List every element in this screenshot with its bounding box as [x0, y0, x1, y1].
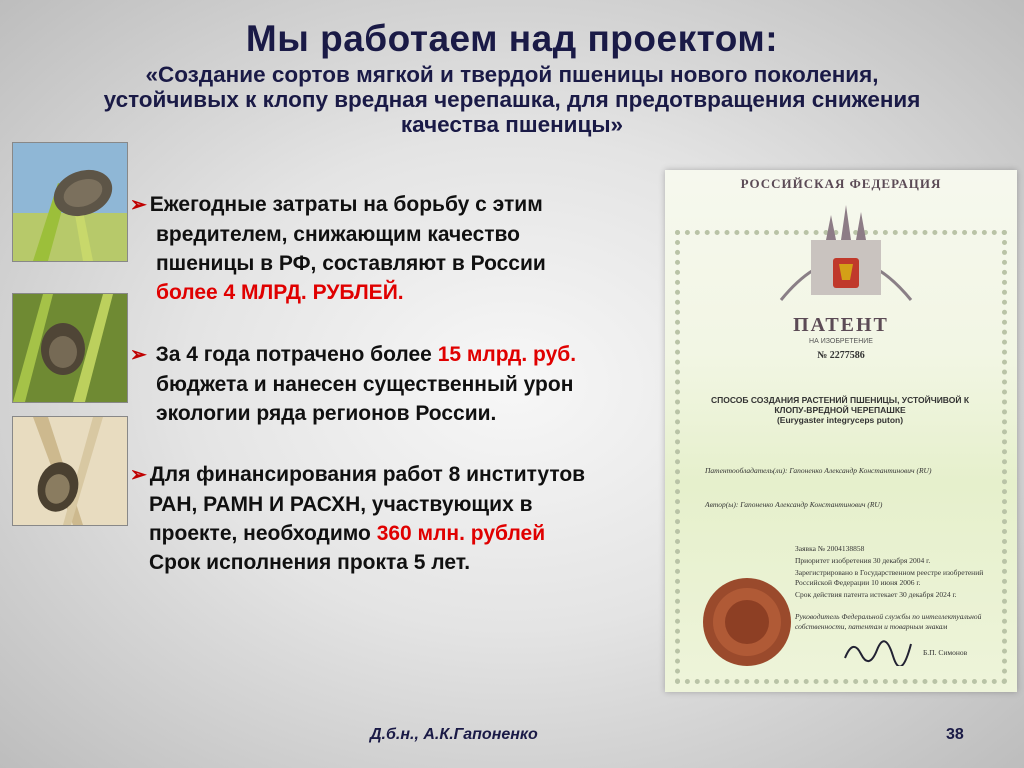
arrow-right-icon: ➢ — [130, 194, 147, 216]
patent-country: РОССИЙСКАЯ ФЕДЕРАЦИЯ — [740, 176, 942, 191]
bug-on-wheat-photo-2 — [12, 293, 128, 403]
patent-doc-type: ПАТЕНТ — [793, 314, 889, 336]
bug-on-wheat-photo-1 — [12, 142, 128, 262]
patent-priority: Приоритет изобретения 30 декабря 2004 г. — [795, 556, 931, 565]
bullet-funding — [130, 460, 690, 577]
patent-holder: Патентообладатель(ли): Гапоненко Александр Константинович (RU) — [705, 466, 932, 475]
bullet-highlight: 15 млрд. руб. — [437, 343, 577, 366]
bullet-text: пшеницы в РФ, составляют в России — [156, 252, 546, 275]
bullet-text: экологии ряда регионов России. — [156, 402, 497, 425]
bullet-text: Ежегодные затраты на борьбу с этим — [149, 193, 543, 216]
bullet-text: За 4 года потрачено более — [155, 343, 432, 366]
patent-application: Заявка № 2004138858 — [795, 544, 865, 553]
bullet-four-years — [130, 340, 690, 428]
patent-author: Автор(ы): Гапоненко Александр Константинович (RU) — [705, 500, 883, 509]
patent-latin-name: (Eurygaster integryceps puton) — [776, 415, 904, 425]
bullet-annual-costs — [130, 190, 670, 307]
slide-title: Мы работаем над проектом: — [245, 18, 779, 59]
patent-certificate-image — [665, 170, 1017, 692]
patent-number: № 2277586 — [817, 350, 865, 361]
patent-registered: Зарегистрировано в Государственном реестре изобретений Российской Федерации 10 июня 2006 г. — [795, 568, 984, 587]
bullet-text: проекте, необходимо — [149, 522, 371, 545]
signature-icon — [843, 634, 913, 666]
bullet-text: вредителем, снижающим качество — [156, 223, 521, 246]
kremlin-emblem-icon — [771, 200, 921, 320]
patent-title — [705, 395, 975, 425]
slide-subtitle: «Создание сортов мягкой и твердой пшеницы нового поколения, устойчивых к клопу вредная черепашка, для предотвращения снижения качества пшеницы» — [103, 62, 921, 137]
patent-signatory: Б.П. Симонов — [923, 648, 968, 657]
footer-author: Д.б.н., А.К.Гапоненко — [370, 726, 538, 743]
patent-expiry: Срок действия патента истекает 30 декабря 2024 г. — [795, 590, 957, 599]
patent-title-text: СПОСОБ СОЗДАНИЯ РАСТЕНИЙ ПШЕНИЦЫ, УСТОЙЧИВОЙ К КЛОПУ-ВРЕДНОЙ ЧЕРЕПАШКЕ — [710, 395, 970, 415]
bullet-highlight: 360 млн. рублей — [376, 522, 546, 545]
bullet-text: РАН, РАМН И РАСХН, участвующих в — [149, 493, 533, 516]
page-number: 38 — [946, 726, 964, 743]
arrow-right-icon: ➢ — [130, 464, 147, 486]
bug-on-wheat-photo-3 — [12, 416, 128, 526]
patent-subtype: НА ИЗОБРЕТЕНИЕ — [809, 338, 873, 345]
bullet-text: Для финансирования работ 8 институтов — [149, 463, 586, 486]
wax-seal-icon — [701, 576, 793, 668]
bullet-text: Срок исполнения прокта 5 лет. — [149, 551, 471, 574]
arrow-right-icon: ➢ — [130, 344, 147, 366]
bullet-text: бюджета и нанесен существенный урон — [156, 373, 574, 396]
bullet-highlight: более 4 МЛРД. РУБЛЕЙ. — [156, 281, 404, 304]
patent-head: Руководитель Федеральной службы по интеллектуальной собственности, патентам и товарным знакам — [795, 612, 982, 631]
